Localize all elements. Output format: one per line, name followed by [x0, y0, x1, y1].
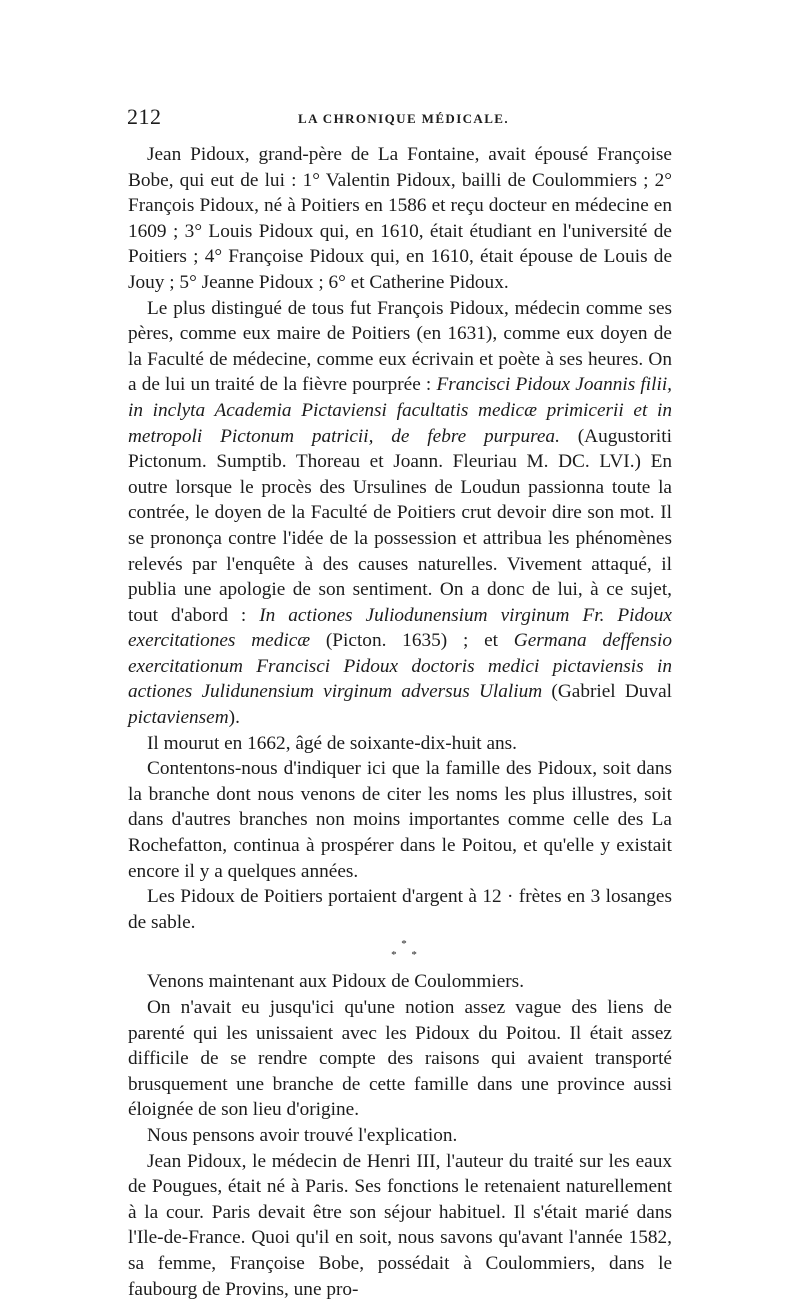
latin-title-de-febre-purpurea: Francisci Pidoux Joannis filii, in inclyta Academia Pictaviensi facultatis medicæ primicerii et in metropoli Pictonum patricii, de febre purpurea.: [128, 374, 672, 447]
paragraph-genealogy: Jean Pidoux, grand-père de La Fontaine, avait épousé Françoise Bobe, qui eut de lui : 1° Valentin Pidoux, bailli de Coulommiers ; 2° François Pidoux, né à Poitiers en 1586 et reçu docteur en médecine en 1609 ; 3° Louis Pidoux qui, en 1610, était étudiant en l'université de Poitiers ; 4° Françoise Pidoux qui, en 1610, était épouse de Louis de Jouy ; 5° Jeanne Pidoux ; 6° et Catherine Pidoux.: [128, 144, 672, 293]
text-run: (Gabriel Duval: [542, 681, 672, 703]
body-text: [128, 142, 672, 1302]
text-run: ).: [228, 707, 240, 729]
asterism-bottom: * *: [391, 949, 423, 962]
journal-title: LA CHRONIQUE MÉDICALE.: [298, 111, 510, 126]
paragraph-francois-pidoux: [128, 296, 672, 731]
running-head: [128, 104, 672, 134]
text-run: Le plus distingué de tous fut François Pidoux, médecin comme ses pères, comme eux maire de Poitiers (en 1631), comme eux doyen de la Faculté de médecine, comme eux écrivain et poète à ses heures. On a de lui un traité de la fièvre pourprée :: [128, 297, 672, 396]
section-break-ornament: [136, 935, 672, 969]
text-run: (Picton. 1635) ; et: [310, 630, 514, 652]
paragraph-coulommiers-intro: Venons maintenant aux Pidoux de Coulommiers.: [147, 971, 525, 993]
paragraph-jean-pidoux: Jean Pidoux, le médecin de Henri III, l'auteur du traité sur les eaux de Pougues, était né à Paris. Ses fonctions le retenaient naturellement à la cour. Paris devait être son séjour habituel. Il s'était marié dans l'Ile-de-France. Quoi qu'il en soit, nous savons qu'avant l'année 1582, sa femme, Françoise Bobe, possédait à Coulommiers, dans le faubourg de Provins, une pro-: [128, 1150, 672, 1300]
book-page: [128, 104, 672, 1302]
latin-title-exercitationes: In actiones Juliodunensium virginum Fr. Pidoux exercitationes medicæ: [128, 604, 672, 652]
paragraph-kinship: On n'avait eu jusqu'ici qu'une notion assez vague des liens de parenté qui les unissaient avec les Pidoux du Poitou. Il était assez difficile de se rendre compte des raisons qui avaient transporté brusquement une branche de cette famille dans une province aussi éloignée de son lieu d'origine.: [128, 997, 672, 1121]
paragraph-family-branches: Contentons-nous d'indiquer ici que la famille des Pidoux, soit dans la branche dont nous venons de citer les noms les plus illustres, soit dans d'autres branches non moins importantes comme celle des La Rochefatton, continua à prospérer dans le Poitou, et qu'elle y existait encore il y a quelques années.: [128, 758, 672, 882]
latin-word-pictaviensem: pictaviensem: [128, 707, 229, 729]
paragraph-explanation: Nous pensons avoir trouvé l'explication.: [147, 1124, 458, 1146]
paragraph-death: Il mourut en 1662, âgé de soixante-dix-huit ans.: [147, 732, 518, 754]
paragraph-coat-of-arms: Les Pidoux de Poitiers portaient d'argent à 12 · frètes en 3 losanges de sable.: [128, 886, 672, 933]
latin-title-germana-deffensio: Germana deffensio exercitationum Francisci Pidoux doctoris medici pictaviensis in actiones Julidunensium virginum adversus Ulalium: [128, 630, 673, 703]
asterism-top: *: [401, 938, 407, 951]
page-number: 212: [127, 104, 162, 129]
text-run: (Augustoriti Pictonum. Sumptib. Thoreau et Joann. Fleuriau M. DC. LVI.) En outre lorsque le procès des Ursulines de Loudun passionna toute la contrée, le doyen de la Faculté de Poitiers crut devoir dire son mot. Il se prononça contre l'idée de la possession et attribua les phénomènes relevés par l'enquête à des causes naturelles. Vivement attaqué, il publia une apologie de son sentiment. On a donc de lui, à ce sujet, tout d'abord :: [128, 425, 672, 626]
